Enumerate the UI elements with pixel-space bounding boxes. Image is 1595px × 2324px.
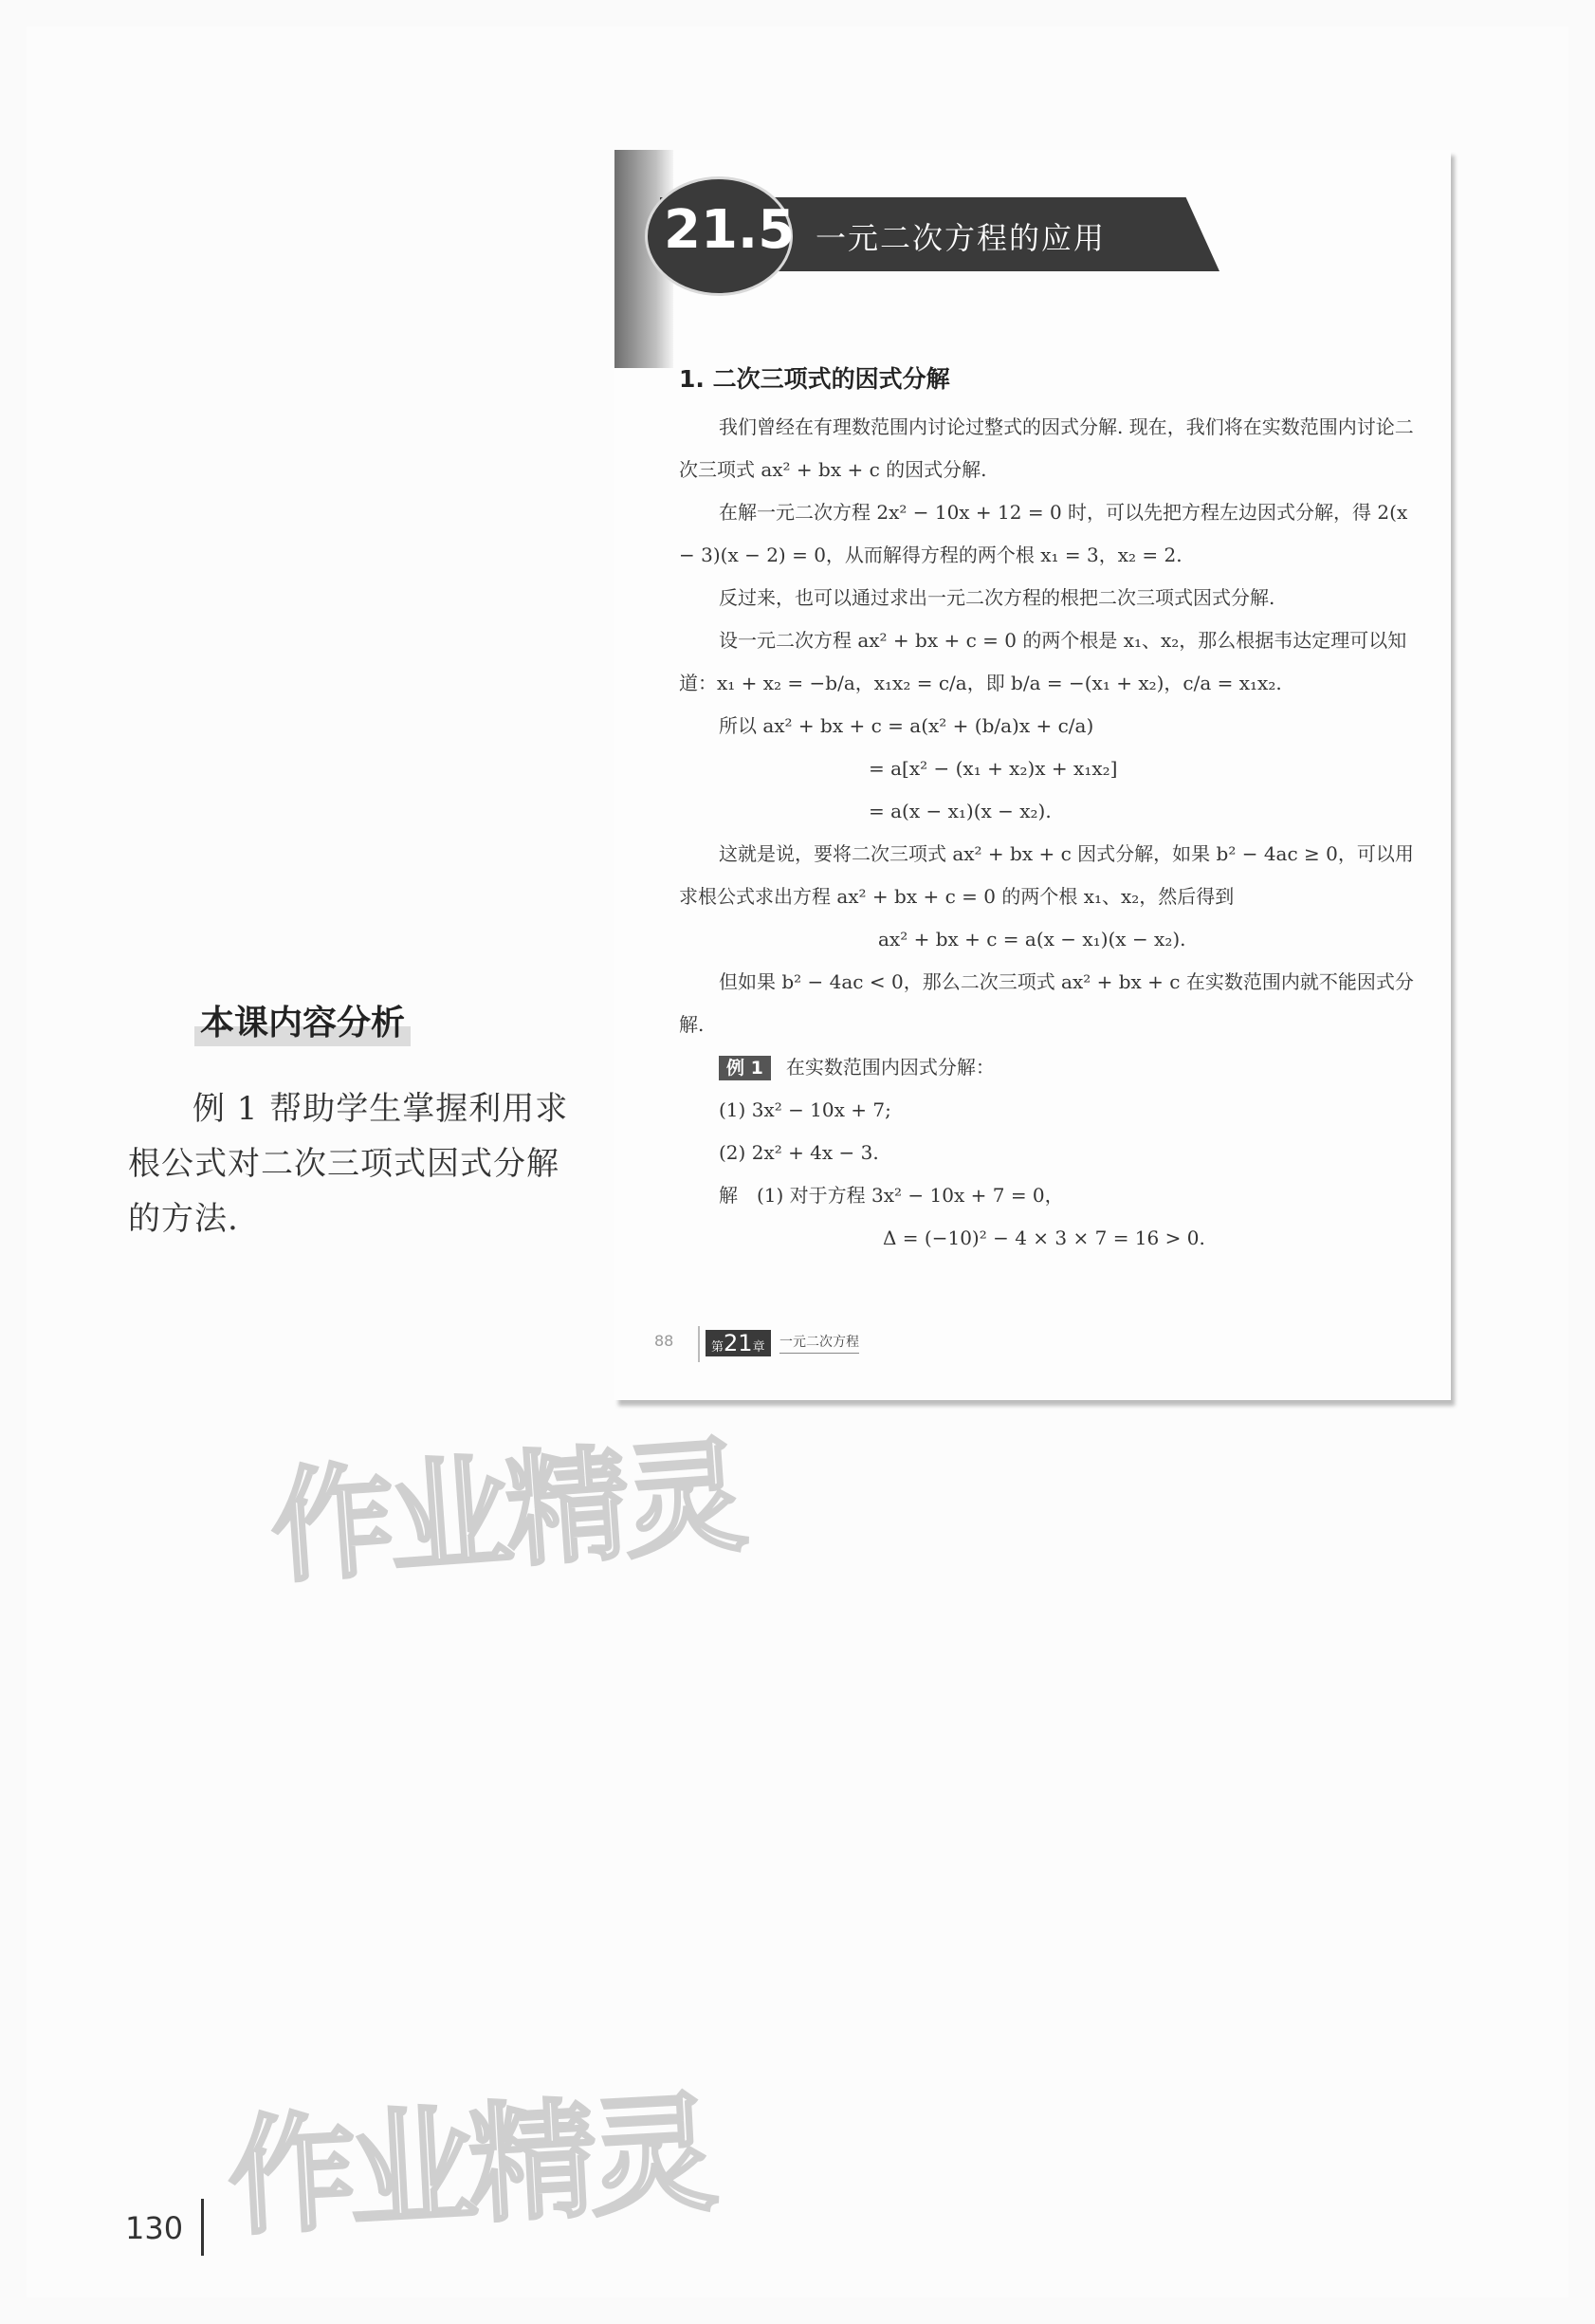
textbook-footer <box>654 1326 939 1364</box>
example-prompt: 在实数范围内因式分解： <box>785 1056 995 1079</box>
chapter-prefix: 第 <box>711 1340 724 1355</box>
derivation-line-2: = a[x² − (x₁ + x₂)x + x₁x₂] <box>869 757 1118 780</box>
subheading: 1. 二次三项式的因式分解 <box>679 365 950 393</box>
example-prompt-line <box>679 1046 1419 1089</box>
derivation-line-3: = a(x − x₁)(x − x₂). <box>869 800 1052 822</box>
paragraph-3: 反过来，也可以通过求出一元二次方程的根把二次三项式因式分解. <box>719 586 1275 609</box>
section-number: 21.5 <box>664 199 796 261</box>
textbook-page-image <box>614 150 1451 1400</box>
paragraph-4: 设一元二次方程 ax² + bx + c = 0 的两个根是 x₁、x₂，那么根据韦达定理可以知道：x₁ + x₂ = −b/a，x₁x₂ = c/a，即 b/a = −(x₁ + x₂)，c/a = x₁x₂. <box>679 629 1407 694</box>
page-number: 130 <box>125 2210 184 2246</box>
page-number-rule <box>201 2199 204 2256</box>
watermark-bottom: 作业精灵 <box>224 2078 714 2254</box>
factored-formula: ax² + bx + c = a(x − x₁)(x − x₂). <box>878 928 1186 950</box>
paragraph-5: 这就是说，要将二次三项式 ax² + bx + c 因式分解，如果 b² − 4ac ≥ 0，可以用求根公式求出方程 ax² + bx + c = 0 的两个根 x₁、x₂，然后得到 <box>679 842 1414 908</box>
footer-divider <box>698 1326 700 1362</box>
example-tag: 例 1 <box>719 1056 771 1080</box>
chapter-suffix: 章 <box>752 1340 765 1355</box>
analysis-heading: 本课内容分析 <box>194 994 411 1046</box>
chapter-number: 21 <box>724 1330 753 1356</box>
chapter-title: 一元二次方程 <box>779 1332 859 1354</box>
paragraph-6: 但如果 b² − 4ac < 0，那么二次三项式 ax² + bx + c 在实数范围内就不能因式分解. <box>679 970 1414 1036</box>
derivation-line-1: 所以 ax² + bx + c = a(x² + (b/a)x + c/a) <box>719 714 1094 737</box>
paragraph-1: 我们曾经在有理数范围内讨论过整式的因式分解. 现在，我们将在实数范围内讨论二次三项式 ax² + bx + c 的因式分解. <box>679 415 1414 481</box>
watermark-top: 作业精灵 <box>266 1423 746 1601</box>
textbook-page-number: 88 <box>654 1332 674 1350</box>
example-item-1: (1) 3x² − 10x + 7; <box>719 1098 891 1121</box>
chapter-badge <box>706 1330 771 1356</box>
solution-line: 解 (1) 对于方程 3x² − 10x + 7 = 0， <box>719 1184 1064 1207</box>
analysis-body: 例 1 帮助学生掌握利用求根公式对二次三项式因式分解的方法. <box>128 1090 569 1238</box>
paragraph-2: 在解一元二次方程 2x² − 10x + 12 = 0 时，可以先把方程左边因式分解，得 2(x − 3)(x − 2) = 0，从而解得方程的两个根 x₁ = 3，x₂ = 2. <box>679 501 1408 566</box>
textbook-body <box>679 406 1419 1260</box>
section-title: 一元二次方程的应用 <box>816 220 1107 256</box>
example-item-2: (2) 2x² + 4x − 3. <box>719 1141 879 1164</box>
delta-line: Δ = (−10)² − 4 × 3 × 7 = 16 > 0. <box>883 1227 1205 1249</box>
